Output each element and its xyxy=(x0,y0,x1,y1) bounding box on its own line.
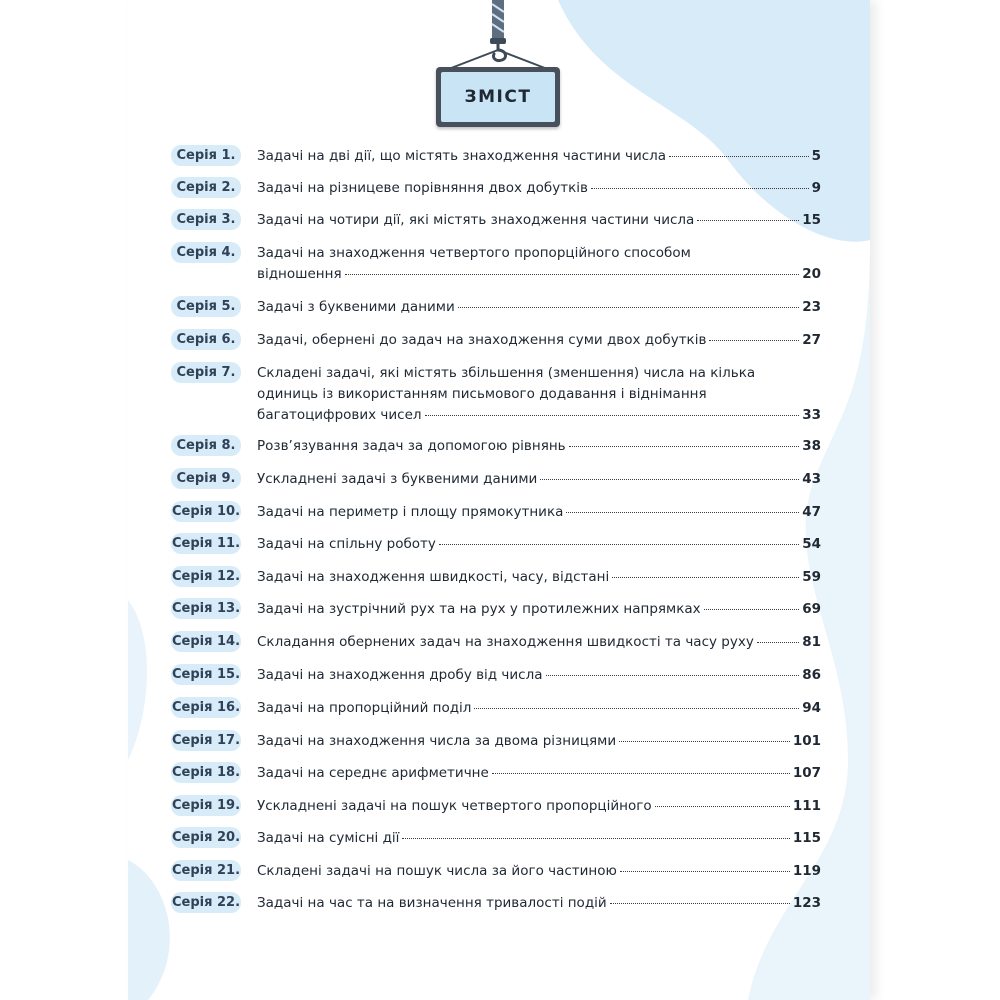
dot-leader xyxy=(669,156,809,157)
dot-leader xyxy=(709,340,799,341)
entry-title-row xyxy=(257,893,821,914)
entry-title-row xyxy=(257,665,821,686)
series-label: Серія 21. xyxy=(171,860,241,881)
series-label: Серія 22. xyxy=(171,892,241,913)
page-number: 47 xyxy=(802,504,821,520)
entry-title-row xyxy=(257,698,821,719)
entry-title-row xyxy=(257,796,821,817)
toc-entry[interactable] xyxy=(171,436,821,457)
entry-title: Задачі на сумісні дії xyxy=(257,830,400,846)
page-number: 23 xyxy=(802,299,821,315)
dot-leader xyxy=(591,188,809,189)
toc-entry[interactable] xyxy=(171,178,821,199)
entry-title: Ускладнені задачі на пошук четвертого пропорційного xyxy=(257,798,652,814)
page-number: 69 xyxy=(802,601,821,617)
entry-title: Задачі на знаходження дробу від числа xyxy=(257,667,543,683)
entry-content xyxy=(257,698,821,719)
toc-entry[interactable] xyxy=(171,599,821,620)
series-label: Серія 3. xyxy=(171,209,241,230)
series-label: Серія 18. xyxy=(171,762,241,783)
toc-entry[interactable] xyxy=(171,763,821,784)
entry-content xyxy=(257,469,821,490)
entry-title-line: одиниць із використанням письмового додавання і віднімання xyxy=(257,386,707,402)
dot-leader xyxy=(619,741,790,742)
entry-title-row xyxy=(257,264,821,285)
entry-title-row xyxy=(257,297,821,318)
entry-title-row xyxy=(257,567,821,588)
toc-entry[interactable] xyxy=(171,469,821,490)
series-label: Серія 6. xyxy=(171,329,241,350)
entry-title: Складені задачі на пошук числа за його частиною xyxy=(257,863,617,879)
entry-title: Ускладнені задачі з буквеними даними xyxy=(257,471,538,487)
page-number: 86 xyxy=(802,667,821,683)
series-label: Серія 16. xyxy=(171,697,241,718)
toc-entry[interactable] xyxy=(171,330,821,351)
entry-title-row xyxy=(257,731,821,752)
entry-content xyxy=(257,363,821,426)
entry-title: Розв’язування задач за допомогою рівнянь xyxy=(257,438,566,454)
entry-content xyxy=(257,828,821,849)
series-label: Серія 10. xyxy=(171,501,241,522)
entry-title-row xyxy=(257,763,821,784)
dot-leader xyxy=(439,544,799,545)
entry-title: Задачі на середнє арифметичне xyxy=(257,765,489,781)
contents-sign-panel xyxy=(441,72,555,122)
entry-title-row xyxy=(257,146,821,167)
entry-title-row xyxy=(257,599,821,620)
dot-leader xyxy=(458,307,799,308)
page-number: 38 xyxy=(802,438,821,454)
dot-leader xyxy=(345,274,800,275)
page-number: 123 xyxy=(792,895,821,911)
toc-entry[interactable] xyxy=(171,731,821,752)
entry-content xyxy=(257,665,821,686)
entry-title: Задачі на периметр і площу прямокутника xyxy=(257,504,564,520)
entry-content xyxy=(257,436,821,457)
entry-content xyxy=(257,861,821,882)
page-number: 9 xyxy=(811,180,821,196)
page-number: 59 xyxy=(802,569,821,585)
entry-title: Задачі на різницеве порівняння двох добутків xyxy=(257,180,588,196)
entry-title-row xyxy=(257,502,821,523)
page-number: 54 xyxy=(802,536,821,552)
entry-title: Задачі, обернені до задач на знаходження суми двох добутків xyxy=(257,332,707,348)
entry-title-row xyxy=(257,861,821,882)
entry-title: багатоцифрових чисел xyxy=(257,407,422,423)
dot-leader xyxy=(612,577,799,578)
page-number: 94 xyxy=(802,700,821,716)
entry-title-line: Складені задачі, які містять збільшення (зменшення) числа на кілька xyxy=(257,365,756,381)
entry-content xyxy=(257,210,821,231)
entry-title-row xyxy=(257,632,821,653)
entry-title: Задачі на пропорційний поділ xyxy=(257,700,472,716)
entry-content xyxy=(257,178,821,199)
entry-content xyxy=(257,146,821,167)
dot-leader xyxy=(540,479,799,480)
page-number: 15 xyxy=(802,212,821,228)
entry-content xyxy=(257,893,821,914)
toc-entry[interactable] xyxy=(171,243,821,285)
dot-leader xyxy=(655,806,790,807)
entry-title-row xyxy=(257,828,821,849)
entry-title-row xyxy=(257,210,821,231)
page-number: 107 xyxy=(792,765,821,781)
series-label: Серія 20. xyxy=(171,827,241,848)
entry-content xyxy=(257,796,821,817)
entry-title: Задачі на чотири дії, які містять знаходження частини числа xyxy=(257,212,695,228)
entry-title: Задачі на час та на визначення тривалості подій xyxy=(257,895,607,911)
dot-leader xyxy=(704,609,800,610)
entry-title: Складання обернених задач на знаходження швидкості та часу руху xyxy=(257,634,754,650)
series-label: Серія 12. xyxy=(171,566,241,587)
series-label: Серія 11. xyxy=(171,533,241,554)
toc-entry[interactable] xyxy=(171,146,821,167)
toc-entry[interactable] xyxy=(171,297,821,318)
series-label: Серія 1. xyxy=(171,145,241,166)
toc-entry[interactable] xyxy=(171,534,821,555)
entry-content xyxy=(257,632,821,653)
entry-content xyxy=(257,243,821,285)
entry-content xyxy=(257,297,821,318)
dot-leader xyxy=(757,642,799,643)
dot-leader xyxy=(566,512,799,513)
toc-entry[interactable] xyxy=(171,210,821,231)
series-label: Серія 9. xyxy=(171,468,241,489)
page-number: 33 xyxy=(802,407,821,423)
page-number: 119 xyxy=(792,863,821,879)
entry-title-row xyxy=(257,469,821,490)
dot-leader xyxy=(402,838,789,839)
dot-leader xyxy=(425,415,800,416)
series-label: Серія 8. xyxy=(171,435,241,456)
page-number: 5 xyxy=(811,148,821,164)
entry-title: Задачі на знаходження швидкості, часу, відстані xyxy=(257,569,610,585)
page-title: ЗМІСТ xyxy=(464,87,532,107)
toc-entry[interactable] xyxy=(171,893,821,914)
entry-title: Задачі на знаходження числа за двома різницями xyxy=(257,733,617,749)
dot-leader xyxy=(569,446,800,447)
entry-title: Задачі на дві дії, що містять знаходження частини числа xyxy=(257,148,667,164)
page-number: 20 xyxy=(802,266,821,282)
page-number: 81 xyxy=(802,634,821,650)
dot-leader xyxy=(620,871,790,872)
entry-content xyxy=(257,731,821,752)
dot-leader xyxy=(474,708,799,709)
page xyxy=(128,0,870,1000)
entry-title: відношення xyxy=(257,266,342,282)
toc-entry[interactable] xyxy=(171,828,821,849)
series-label: Серія 5. xyxy=(171,296,241,317)
contents-sign xyxy=(436,67,560,127)
entry-content xyxy=(257,763,821,784)
entry-title: Задачі на зустрічний рух та на рух у протилежних напрямках xyxy=(257,601,701,617)
toc-entry[interactable] xyxy=(171,567,821,588)
entry-title-row xyxy=(257,178,821,199)
entry-content xyxy=(257,534,821,555)
entry-title-row xyxy=(257,436,821,457)
series-label: Серія 2. xyxy=(171,177,241,198)
toc-entry[interactable] xyxy=(171,363,821,426)
series-label: Серія 7. xyxy=(171,362,241,383)
entry-content xyxy=(257,567,821,588)
toc-entry[interactable] xyxy=(171,665,821,686)
dot-leader xyxy=(546,675,800,676)
toc-entry[interactable] xyxy=(171,861,821,882)
toc-entry[interactable] xyxy=(171,698,821,719)
series-label: Серія 13. xyxy=(171,598,241,619)
toc-entry[interactable] xyxy=(171,502,821,523)
entry-title-row xyxy=(257,330,821,351)
series-label: Серія 4. xyxy=(171,242,241,263)
dot-leader xyxy=(697,220,799,221)
page-number: 27 xyxy=(802,332,821,348)
series-label: Серія 14. xyxy=(171,631,241,652)
entry-content xyxy=(257,330,821,351)
entry-content xyxy=(257,599,821,620)
page-number: 111 xyxy=(792,798,821,814)
page-number: 101 xyxy=(792,733,821,749)
series-label: Серія 19. xyxy=(171,795,241,816)
entry-title-row xyxy=(257,534,821,555)
series-label: Серія 15. xyxy=(171,664,241,685)
entry-content xyxy=(257,502,821,523)
dot-leader xyxy=(610,903,790,904)
entry-title: Задачі на спільну роботу xyxy=(257,536,436,552)
dot-leader xyxy=(492,773,790,774)
toc-entry[interactable] xyxy=(171,796,821,817)
page-number: 43 xyxy=(802,471,821,487)
series-label: Серія 17. xyxy=(171,730,241,751)
entry-title: Задачі з буквеними даними xyxy=(257,299,455,315)
toc-entry[interactable] xyxy=(171,632,821,653)
entry-title-line: Задачі на знаходження четвертого пропорційного способом xyxy=(257,245,691,261)
entry-title-row xyxy=(257,405,821,426)
page-number: 115 xyxy=(792,830,821,846)
